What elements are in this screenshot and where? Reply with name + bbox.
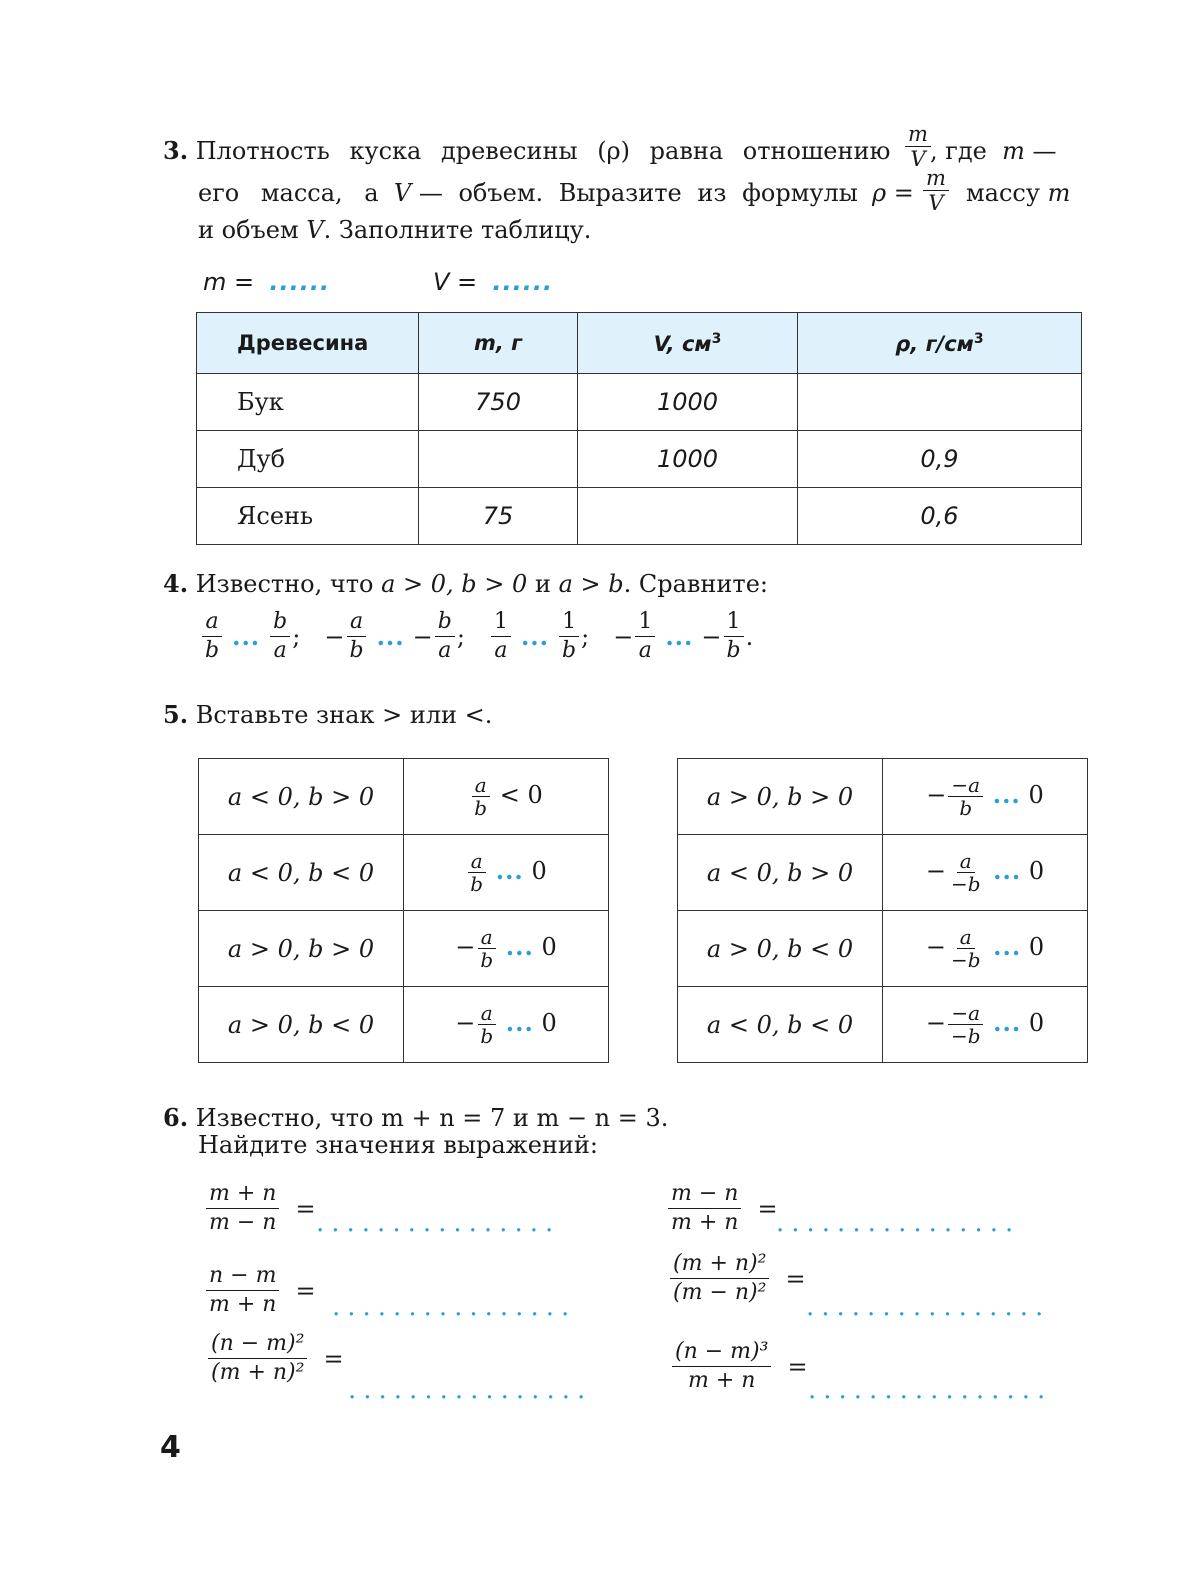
table-row	[197, 374, 1082, 431]
compare-blank[interactable]: ...	[232, 622, 261, 651]
condition-cell: a > 0, b < 0	[199, 987, 404, 1063]
cell-wood: Бук	[197, 374, 419, 431]
table-row	[197, 488, 1082, 545]
wood-density-table	[196, 312, 1082, 545]
sign-table-left	[198, 758, 609, 1063]
cell-density[interactable]: 0,6	[797, 488, 1081, 545]
sign-blank[interactable]: ...	[505, 932, 534, 961]
condition-cell: a > 0, b > 0	[678, 759, 883, 835]
compare-blank[interactable]: ...	[376, 622, 405, 651]
answer-blank-3[interactable]: ................	[332, 1292, 577, 1322]
page-number: 4	[160, 1430, 181, 1465]
compare-blank[interactable]: ...	[520, 622, 550, 651]
condition-cell: a < 0, b < 0	[678, 987, 883, 1063]
expression-5: $\frac{\text{(n − m)²}}{\text{(m + n)²}}$ =	[206, 1330, 344, 1387]
table-row	[678, 835, 1088, 911]
header-mass: m, г	[419, 313, 578, 374]
expression-2: $\frac{m - n}{m + n}$ =	[666, 1180, 778, 1237]
cell-wood: Дуб	[197, 431, 419, 488]
compare-blank[interactable]: ...	[665, 622, 694, 651]
v-equals-label: V = ......	[433, 268, 554, 296]
cell-wood: Ясень	[197, 488, 419, 545]
task3-fraction-rho: $\frac{m}{V}$	[921, 166, 951, 215]
sign-table-right	[677, 758, 1088, 1063]
sign-blank[interactable]: ...	[992, 780, 1021, 809]
task3-text1: Плотность куска древесины (ρ) равна отношению	[195, 137, 891, 165]
cell-volume[interactable]: 1000	[578, 431, 798, 488]
cell-mass[interactable]: 750	[419, 374, 578, 431]
answer-blank-6[interactable]: ................	[808, 1375, 1053, 1405]
expression-1: $\frac{m + n}{m - n}$ =	[204, 1180, 316, 1237]
header-wood: Древесина	[197, 313, 419, 374]
task6-line1: 6. Известно, что m + n = 7 и m − n = 3.	[163, 1103, 669, 1132]
cell-mass[interactable]: 75	[419, 488, 578, 545]
task3-number: 3.	[163, 136, 189, 165]
table-row	[199, 759, 609, 835]
cell-mass[interactable]	[419, 431, 578, 488]
task3-line1	[163, 136, 890, 166]
task3-fraction-m-over-v: $\frac{m}{V}$	[903, 122, 933, 171]
condition-cell: a < 0, b > 0	[199, 759, 404, 835]
cell-density[interactable]: 0,9	[797, 431, 1081, 488]
task5-line: 5. Вставьте знак > или <.	[163, 700, 493, 729]
answer-blank-1[interactable]: ................	[316, 1208, 561, 1238]
condition-cell: a < 0, b > 0	[678, 835, 883, 911]
m-answer-blank[interactable]: ......	[269, 268, 331, 296]
task6-line2: Найдите значения выражений:	[198, 1131, 598, 1159]
table-row	[197, 431, 1082, 488]
expression-cell: $\frac{a}{b}$ ... 0	[404, 835, 609, 911]
condition-cell: a > 0, b < 0	[678, 911, 883, 987]
table-row	[678, 759, 1088, 835]
header-density: ρ, $г/см^3$	[797, 313, 1081, 374]
m-equals-label: m = ......	[203, 268, 331, 296]
sign-blank[interactable]: ...	[993, 856, 1022, 885]
table-row	[199, 987, 609, 1063]
expression-4: $\frac{\text{(m + n)²}}{\text{(m − n)²}}$ =	[668, 1250, 806, 1307]
cell-volume[interactable]: 1000	[578, 374, 798, 431]
task3-line2: его масса, а V — объем. Выразите из формулы	[198, 179, 858, 207]
task3-line2-end: массу m	[966, 179, 1071, 207]
expression-cell: $\frac{a}{b}$ < 0	[404, 759, 609, 835]
task4-comparisons: $\frac{a}{b}$ ... $\frac{b}{a}$ ; − $\frac{a}{b}$ ... − $\frac{b}{a}$ ; $\frac{1}{a}$ ... $\frac{1}{b}$ ; − $\frac{1}{a}$ ... − $\frac{1}{b}$ .	[200, 608, 753, 665]
expression-3: $\frac{n - m}{m + n}$ =	[204, 1262, 316, 1319]
answer-blank-5[interactable]: ................	[348, 1375, 593, 1405]
expression-cell: − $\frac{a}{b}$ ... 0	[404, 911, 609, 987]
table-row	[199, 835, 609, 911]
v-answer-blank[interactable]: ......	[492, 268, 554, 296]
table-row	[199, 911, 609, 987]
table-header-row	[197, 313, 1082, 374]
answer-blank-2[interactable]: ................	[776, 1208, 1021, 1238]
cell-volume[interactable]	[578, 488, 798, 545]
task3-line1-end: , где m —	[930, 137, 1057, 165]
sign-blank[interactable]: ...	[993, 932, 1022, 961]
expression-6: $\frac{\text{(n − m)³}}{m + n}$ =	[670, 1338, 808, 1395]
task4-line1: 4. Известно, что a > 0, b > 0 и a > b. Сравните:	[163, 569, 768, 598]
answer-blank-4[interactable]: ................	[806, 1292, 1051, 1322]
condition-cell: a < 0, b < 0	[199, 835, 404, 911]
expression-cell: − $\frac{a}{-b}$ ... 0	[883, 835, 1088, 911]
header-volume: V, $см^3$	[578, 313, 798, 374]
sign-blank[interactable]: ...	[505, 1008, 534, 1037]
table-row	[678, 911, 1088, 987]
sign-blank[interactable]: ...	[495, 856, 524, 885]
condition-cell: a > 0, b > 0	[199, 911, 404, 987]
task3-rho-eq: ρ =	[872, 179, 914, 207]
cell-density[interactable]	[797, 374, 1081, 431]
expression-cell: − $\frac{a}{b}$ ... 0	[404, 987, 609, 1063]
task3-line3: и объем V. Заполните таблицу.	[198, 216, 592, 244]
expression-cell: − $\frac{a}{-b}$ ... 0	[883, 911, 1088, 987]
sign-blank[interactable]: ...	[993, 1008, 1022, 1037]
expression-cell: − $\frac{-a}{-b}$ ... 0	[883, 987, 1088, 1063]
table-row	[678, 987, 1088, 1063]
expression-cell: − $\frac{-a}{b}$ ... 0	[883, 759, 1088, 835]
